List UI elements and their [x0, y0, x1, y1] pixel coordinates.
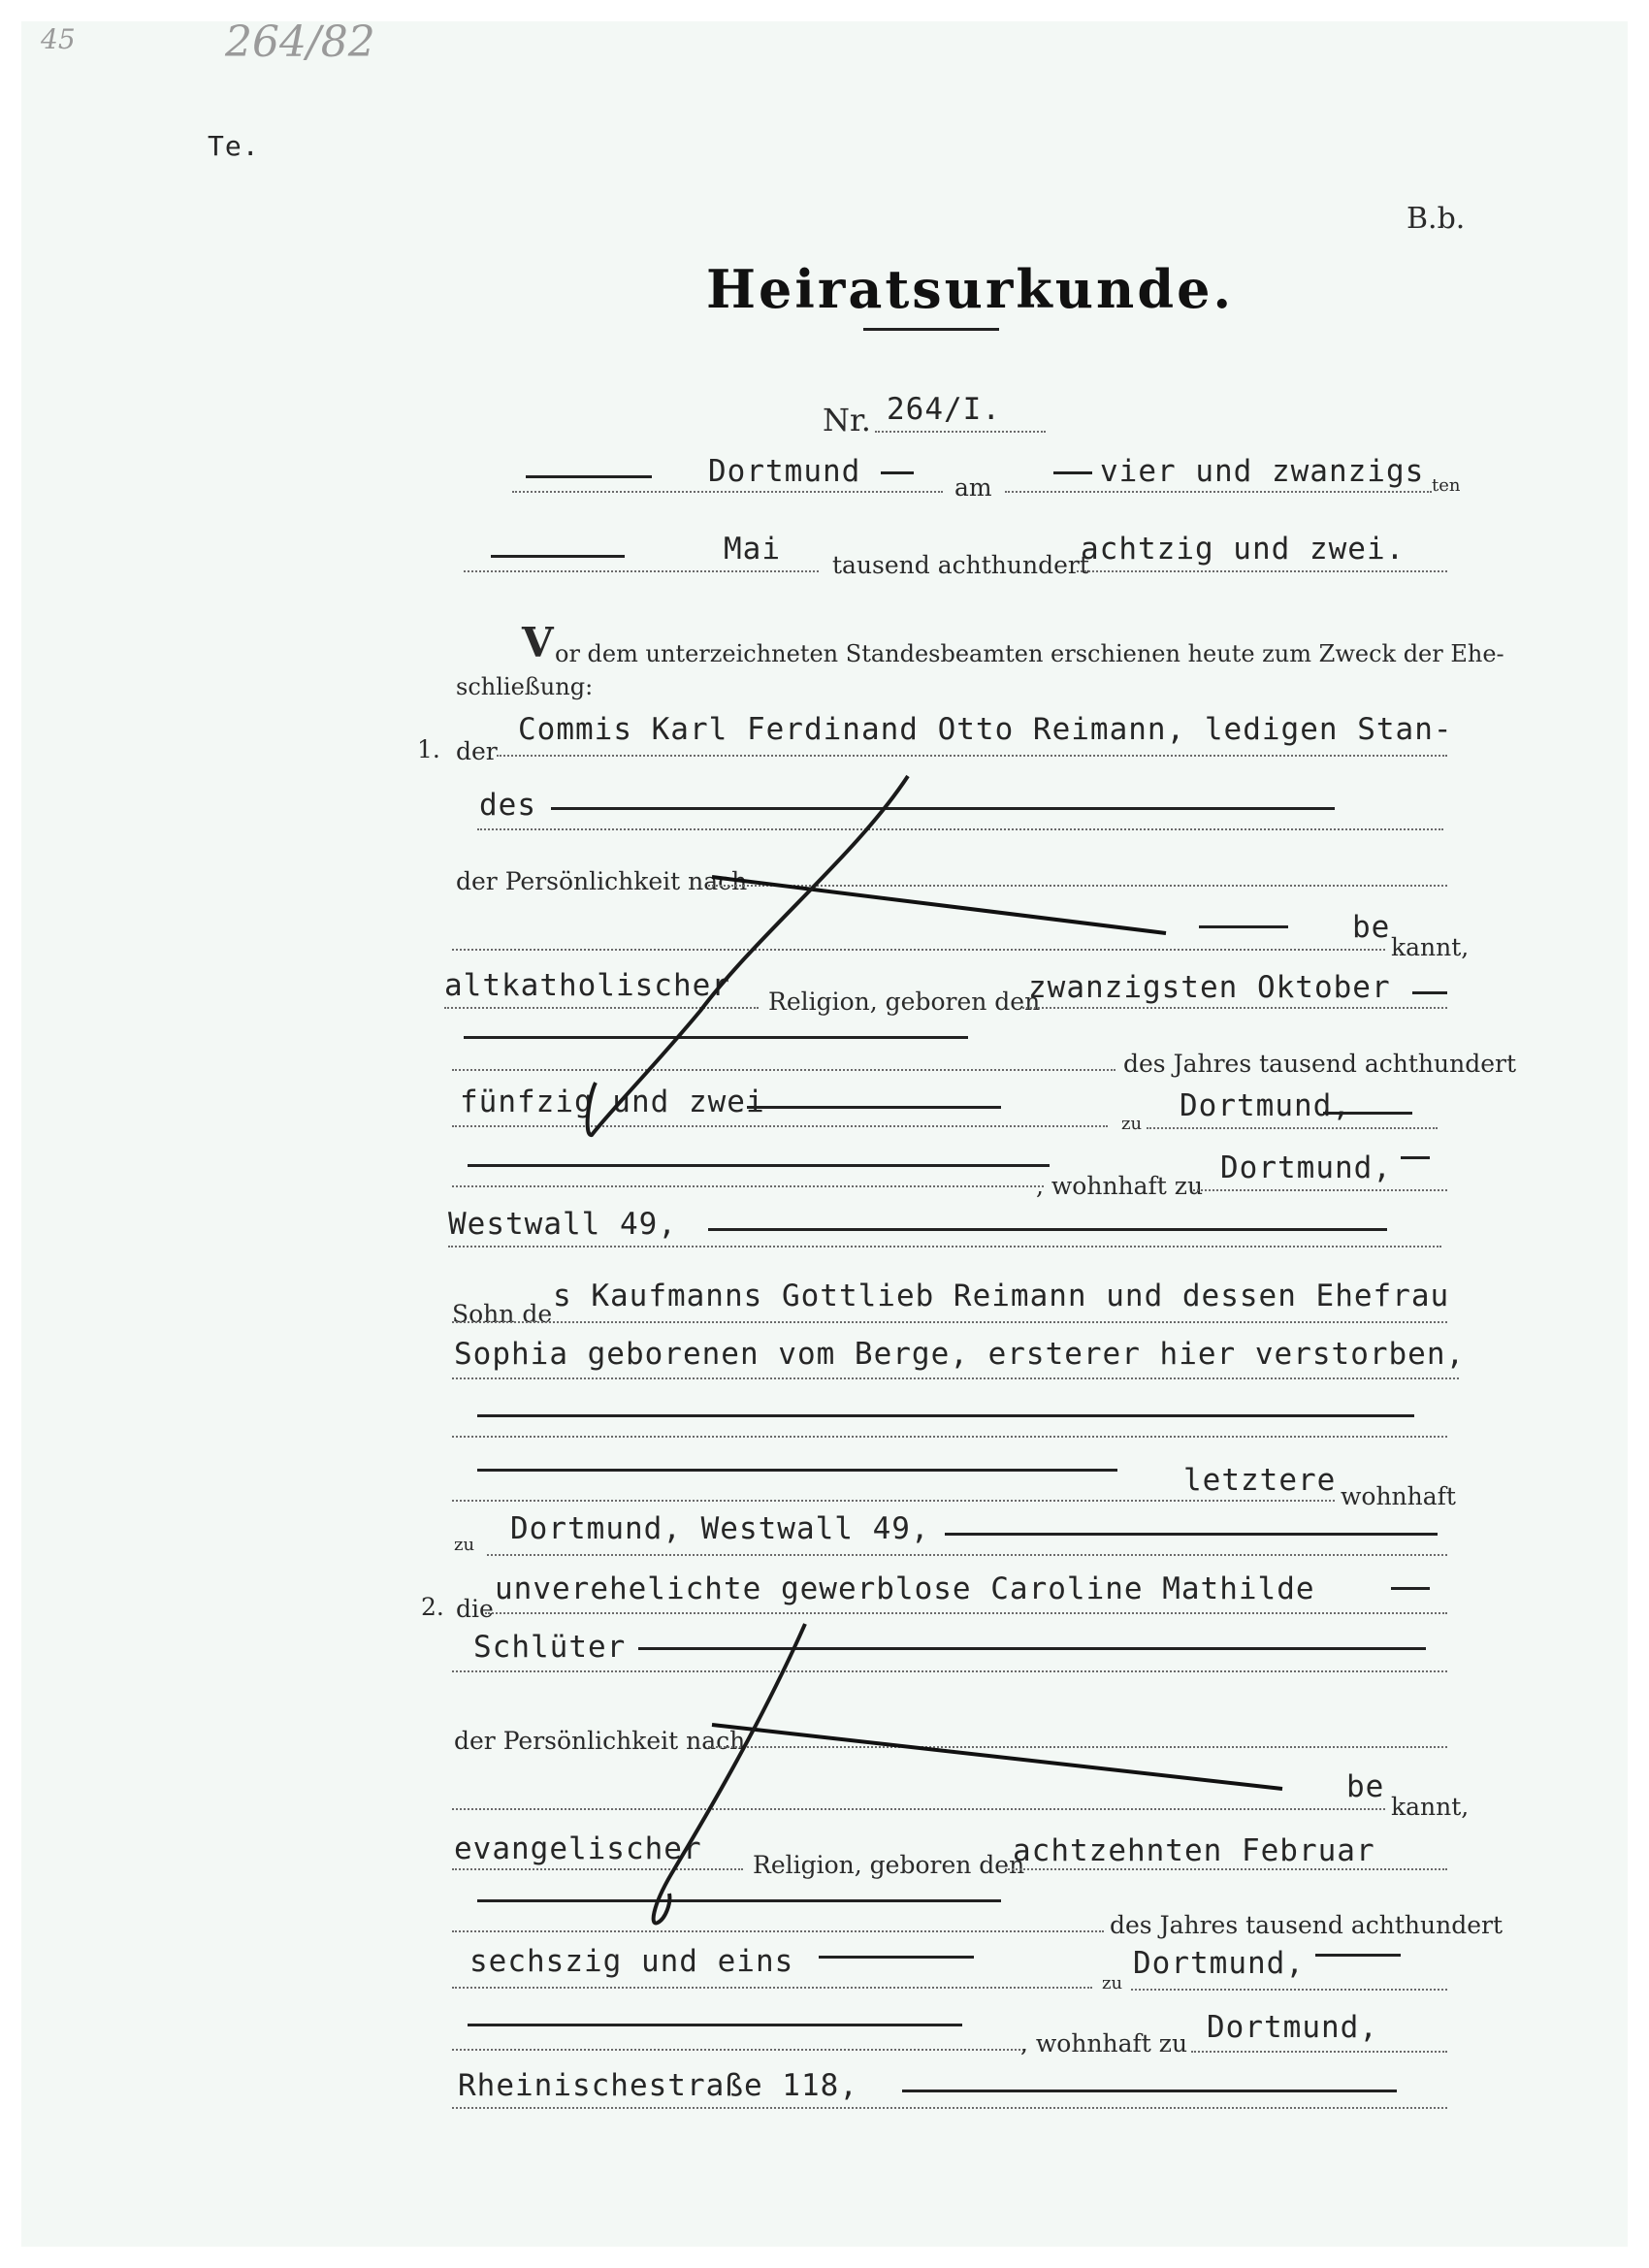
person2-residence-label: , wohnhaft zu	[1020, 2029, 1188, 2057]
person2-identity-strike	[712, 1725, 1282, 1789]
intro-initial: V	[522, 619, 554, 666]
number-value: 264/I.	[887, 392, 1001, 427]
person1-parents-line2: Sophia geborenen vom Berge, ersterer hier verstorben,	[454, 1337, 1466, 1372]
number-label: Nr.	[823, 402, 871, 438]
person1-zu: zu	[1121, 1114, 1143, 1134]
marriage-month: Mai	[724, 532, 781, 567]
person1-identity-label: der Persönlichkeit nach	[456, 867, 748, 895]
person2-birth-year: sechszig und eins	[469, 1944, 794, 1979]
person2-birth-date: achtzehnten Februar	[1013, 1833, 1375, 1868]
person1-parents-line1: s Kaufmanns Gottlieb Reimann und dessen Ehefrau	[553, 1279, 1450, 1313]
left-code: Te.	[208, 130, 260, 162]
person1-residence-label: , wohnhaft zu	[1036, 1172, 1204, 1200]
person1-parents-residence: Dortmund, Westwall 49,	[510, 1511, 930, 1546]
marriage-year: achtzig und zwei.	[1081, 532, 1406, 567]
person1-name-line2: des	[479, 788, 536, 823]
person1-religion: altkatholischer	[444, 968, 730, 1003]
person1-street: Westwall 49,	[448, 1207, 677, 1242]
person2-name-line1: unverehelichte gewerblose Caroline Mathilde	[495, 1571, 1315, 1606]
person1-der: der	[456, 737, 498, 765]
ten-suffix: ten	[1432, 475, 1461, 496]
person1-birth-place: Dortmund,	[1180, 1088, 1351, 1123]
person1-birth-date: zwanzigsten Oktober	[1028, 970, 1391, 1005]
person2-identity-label: der Persönlichkeit nach	[454, 1727, 746, 1755]
person1-identity-strike	[712, 877, 1166, 933]
margin-note-left: 45	[41, 23, 76, 55]
person1-name-line1: Commis Karl Ferdinand Otto Reimann, ledigen Stan-	[518, 712, 1453, 747]
person2-zu: zu	[1102, 1973, 1123, 1993]
person1-birth-year: fünfzig und zwei	[460, 1085, 765, 1119]
marriage-day: vier und zwanzigs	[1100, 454, 1425, 489]
margin-note-middle: 264/82	[225, 21, 375, 67]
person1-year-label: des Jahres tausend achthundert	[1123, 1050, 1517, 1078]
person1-wohnhaft: wohnhaft	[1341, 1482, 1456, 1510]
person2-residence: Dortmund,	[1207, 2010, 1378, 2045]
person2-religion: evangelischer	[454, 1831, 702, 1866]
person2-die: die	[456, 1595, 494, 1623]
person2-be: be	[1346, 1769, 1385, 1804]
person2-birth-place: Dortmund,	[1133, 1946, 1305, 1981]
am-label: am	[954, 473, 992, 502]
person2-name-line2: Schlüter	[473, 1630, 627, 1665]
person1-religion-label: Religion, geboren den	[768, 988, 1041, 1016]
person1-number: 1.	[417, 735, 440, 763]
person2-street: Rheinischestraße 118,	[458, 2068, 858, 2103]
person2-religion-label: Religion, geboren den	[753, 1851, 1025, 1879]
right-code: B.b.	[1406, 202, 1466, 236]
person2-year-label: des Jahres tausend achthundert	[1110, 1911, 1504, 1939]
person1-parents-zu: zu	[454, 1535, 475, 1555]
person1-diagonal-strike	[588, 776, 908, 1135]
year-prefix: tausend achthundert	[832, 551, 1089, 579]
person2-diagonal-strike	[654, 1624, 805, 1924]
person1-be: be	[1352, 910, 1391, 945]
person1-letztere: letztere	[1183, 1463, 1337, 1498]
cancellation-strokes	[21, 21, 1628, 2247]
document-title: Heiratsurkunde.	[706, 258, 1235, 320]
person1-parents-label: Sohn de	[452, 1300, 553, 1328]
person1-residence: Dortmund,	[1220, 1150, 1392, 1185]
person2-number: 2.	[421, 1593, 444, 1621]
intro-line-2: schließung:	[456, 673, 594, 700]
intro-line-1: or dem unterzeichneten Standesbeamten erschienen heute zum Zweck der Ehe-	[555, 640, 1504, 667]
certificate-page	[21, 21, 1628, 2247]
person1-kannt: kannt,	[1391, 933, 1470, 961]
marriage-place: Dortmund	[708, 454, 861, 489]
person2-kannt: kannt,	[1391, 1793, 1470, 1821]
